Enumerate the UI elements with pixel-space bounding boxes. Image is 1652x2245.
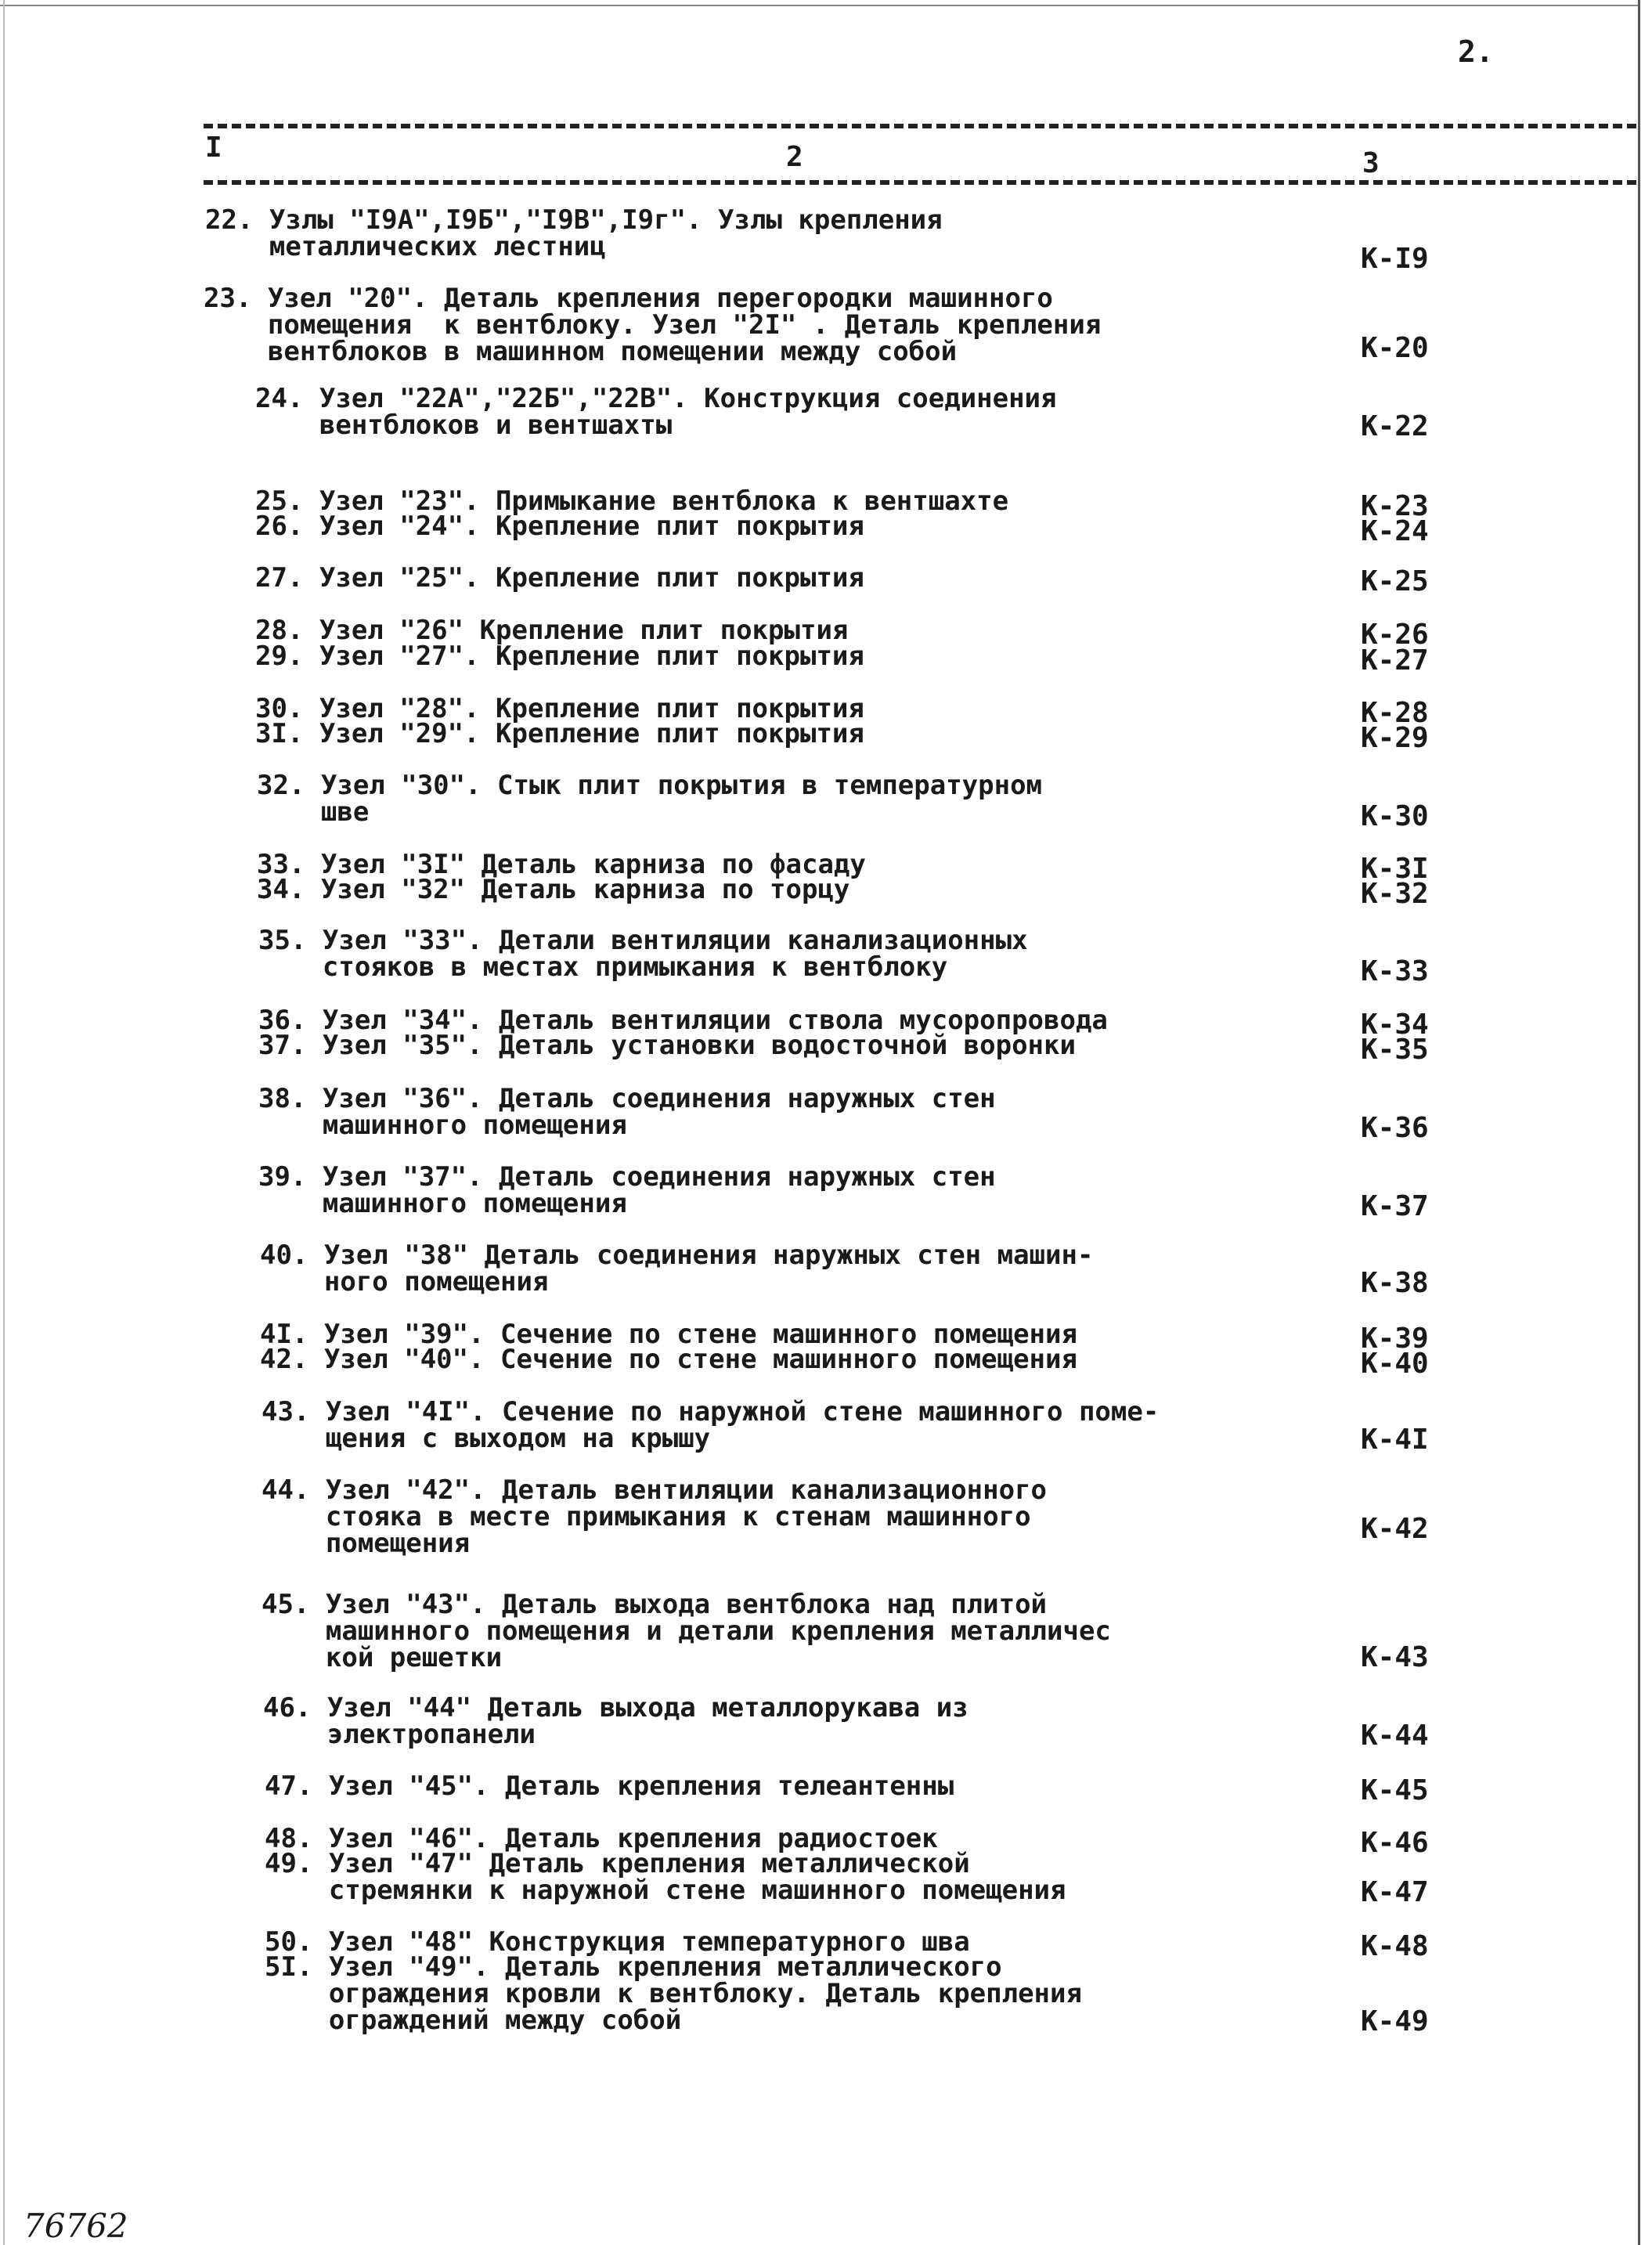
contents-entry: 5I. Узел "49". Деталь крепления металлического ограждения кровли к вентблоку. Деталь крепления ограждений между собой	[265, 1951, 1082, 2036]
sheet-code: К-29	[1361, 722, 1429, 754]
sheet-code: К-39	[1361, 1323, 1429, 1355]
contents-entry: 32. Узел "30". Стык плит покрытия в температурном шве	[257, 770, 1043, 828]
sheet-code: К-25	[1361, 565, 1429, 597]
contents-entry: 36. Узел "34". Деталь вентиляции ствола мусоропровода	[258, 1005, 1108, 1036]
header-rule-top	[204, 124, 1636, 128]
sheet-code: К-42	[1361, 1513, 1429, 1545]
contents-entry: 3I. Узел "29". Крепление плит покрытия	[255, 718, 864, 749]
sheet-code: К-33	[1361, 955, 1429, 987]
sheet-code: К-26	[1361, 619, 1429, 651]
sheet-code: К-38	[1361, 1267, 1429, 1299]
column-header-3: 3	[1362, 147, 1380, 179]
sheet-code: К-45	[1361, 1774, 1429, 1806]
column-header-1: I	[205, 132, 222, 164]
sheet-code: К-43	[1361, 1641, 1429, 1673]
contents-entry: 4I. Узел "39". Сечение по стене машинного помещения	[260, 1319, 1077, 1350]
sheet-code: К-I9	[1361, 243, 1429, 275]
contents-entry: 50. Узел "48" Конструкция температурного шва	[265, 1926, 970, 1958]
sheet-code: К-46	[1361, 1827, 1429, 1859]
contents-entry: 43. Узел "4I". Сечение по наружной стене машинного поме- щения с выходом на крышу	[262, 1396, 1160, 1454]
sheet-code: К-24	[1361, 515, 1429, 547]
contents-entry: 45. Узел "43". Деталь выхода вентблока над плитой машинного помещения и детали крепления металличес кой решетки	[262, 1589, 1111, 1673]
contents-entry: 29. Узел "27". Крепление плит покрытия	[255, 641, 864, 672]
page-border-right	[1638, 0, 1640, 2245]
contents-entry: 48. Узел "46". Деталь крепления радиостоек	[265, 1823, 938, 1854]
contents-entry: 22. Узлы "I9А",I9Б","I9В",I9г". Узлы крепления металлических лестниц	[205, 204, 943, 262]
sheet-code: К-28	[1361, 697, 1429, 729]
sheet-code: К-44	[1361, 1720, 1429, 1752]
sheet-code: К-37	[1361, 1190, 1429, 1222]
contents-entry: 23. Узел "20". Деталь крепления перегородки машинного помещения к вентблоку. Узел "2I" . Деталь крепления вентблоков в машинном помещении между собой	[204, 283, 1102, 367]
contents-entry: 49. Узел "47" Деталь крепления металлической стремянки к наружной стене машинного помещения	[265, 1848, 1066, 1906]
contents-entry: 24. Узел "22А","22Б","22В". Конструкция соединения вентблоков и вентшахты	[255, 383, 1057, 441]
contents-entry: 30. Узел "28". Крепление плит покрытия	[255, 693, 864, 724]
sheet-code: К-32	[1361, 878, 1429, 910]
sheet-code: К-47	[1361, 1876, 1429, 1908]
contents-entry: 47. Узел "45". Деталь крепления телеантенны	[265, 1770, 954, 1802]
contents-entry: 34. Узел "32" Деталь карниза по торцу	[257, 874, 850, 905]
contents-entry: 44. Узел "42". Деталь вентиляции канализационного стояка в месте примыкания к стенам машинного помещения	[262, 1474, 1048, 1559]
contents-entry: 46. Узел "44" Деталь выхода металлорукава из электропанели	[263, 1692, 968, 1750]
contents-entry: 28. Узел "26" Крепление плит покрытия	[255, 615, 849, 646]
contents-entry: 39. Узел "37". Деталь соединения наружных стен машинного помещения	[258, 1161, 996, 1219]
sheet-code: К-3I	[1361, 853, 1429, 885]
page-border-top	[0, 5, 1640, 6]
sheet-code: К-20	[1361, 332, 1429, 364]
contents-entry: 33. Узел "3I" Деталь карниза по фасаду	[257, 849, 866, 880]
contents-entry: 37. Узел "35". Деталь установки водосточной воронки	[258, 1030, 1076, 1061]
sheet-code: К-49	[1361, 2005, 1429, 2037]
header-rule-bottom	[204, 180, 1636, 185]
archive-number: 76762	[23, 2207, 128, 2245]
sheet-code: К-4I	[1361, 1424, 1429, 1456]
sheet-code: К-30	[1361, 800, 1429, 832]
sheet-code: К-34	[1361, 1009, 1429, 1041]
contents-entry: 42. Узел "40". Сечение по стене машинного помещения	[260, 1344, 1077, 1375]
contents-entry: 27. Узел "25". Крепление плит покрытия	[255, 562, 864, 594]
column-header-2: 2	[786, 141, 803, 173]
sheet-code: К-40	[1361, 1348, 1429, 1380]
contents-entry: 26. Узел "24". Крепление плит покрытия	[255, 511, 864, 542]
page-border-left	[3, 0, 5, 2245]
sheet-code: К-35	[1361, 1034, 1429, 1066]
sheet-code: К-27	[1361, 644, 1429, 677]
sheet-code: К-48	[1361, 1930, 1429, 1962]
page-number: 2.	[1458, 34, 1494, 69]
contents-entry: 38. Узел "36". Деталь соединения наружных стен машинного помещения	[258, 1083, 996, 1141]
contents-entry: 25. Узел "23". Примыкание вентблока к вентшахте	[255, 485, 1009, 517]
sheet-code: К-22	[1361, 410, 1429, 442]
sheet-code: К-23	[1361, 490, 1429, 522]
contents-entry: 35. Узел "33". Детали вентиляции канализационных стояков в местах примыкания к вентблоку	[258, 925, 1028, 983]
sheet-code: К-36	[1361, 1112, 1429, 1144]
contents-entry: 40. Узел "38" Деталь соединения наружных стен машин- ного помещения	[260, 1240, 1094, 1298]
